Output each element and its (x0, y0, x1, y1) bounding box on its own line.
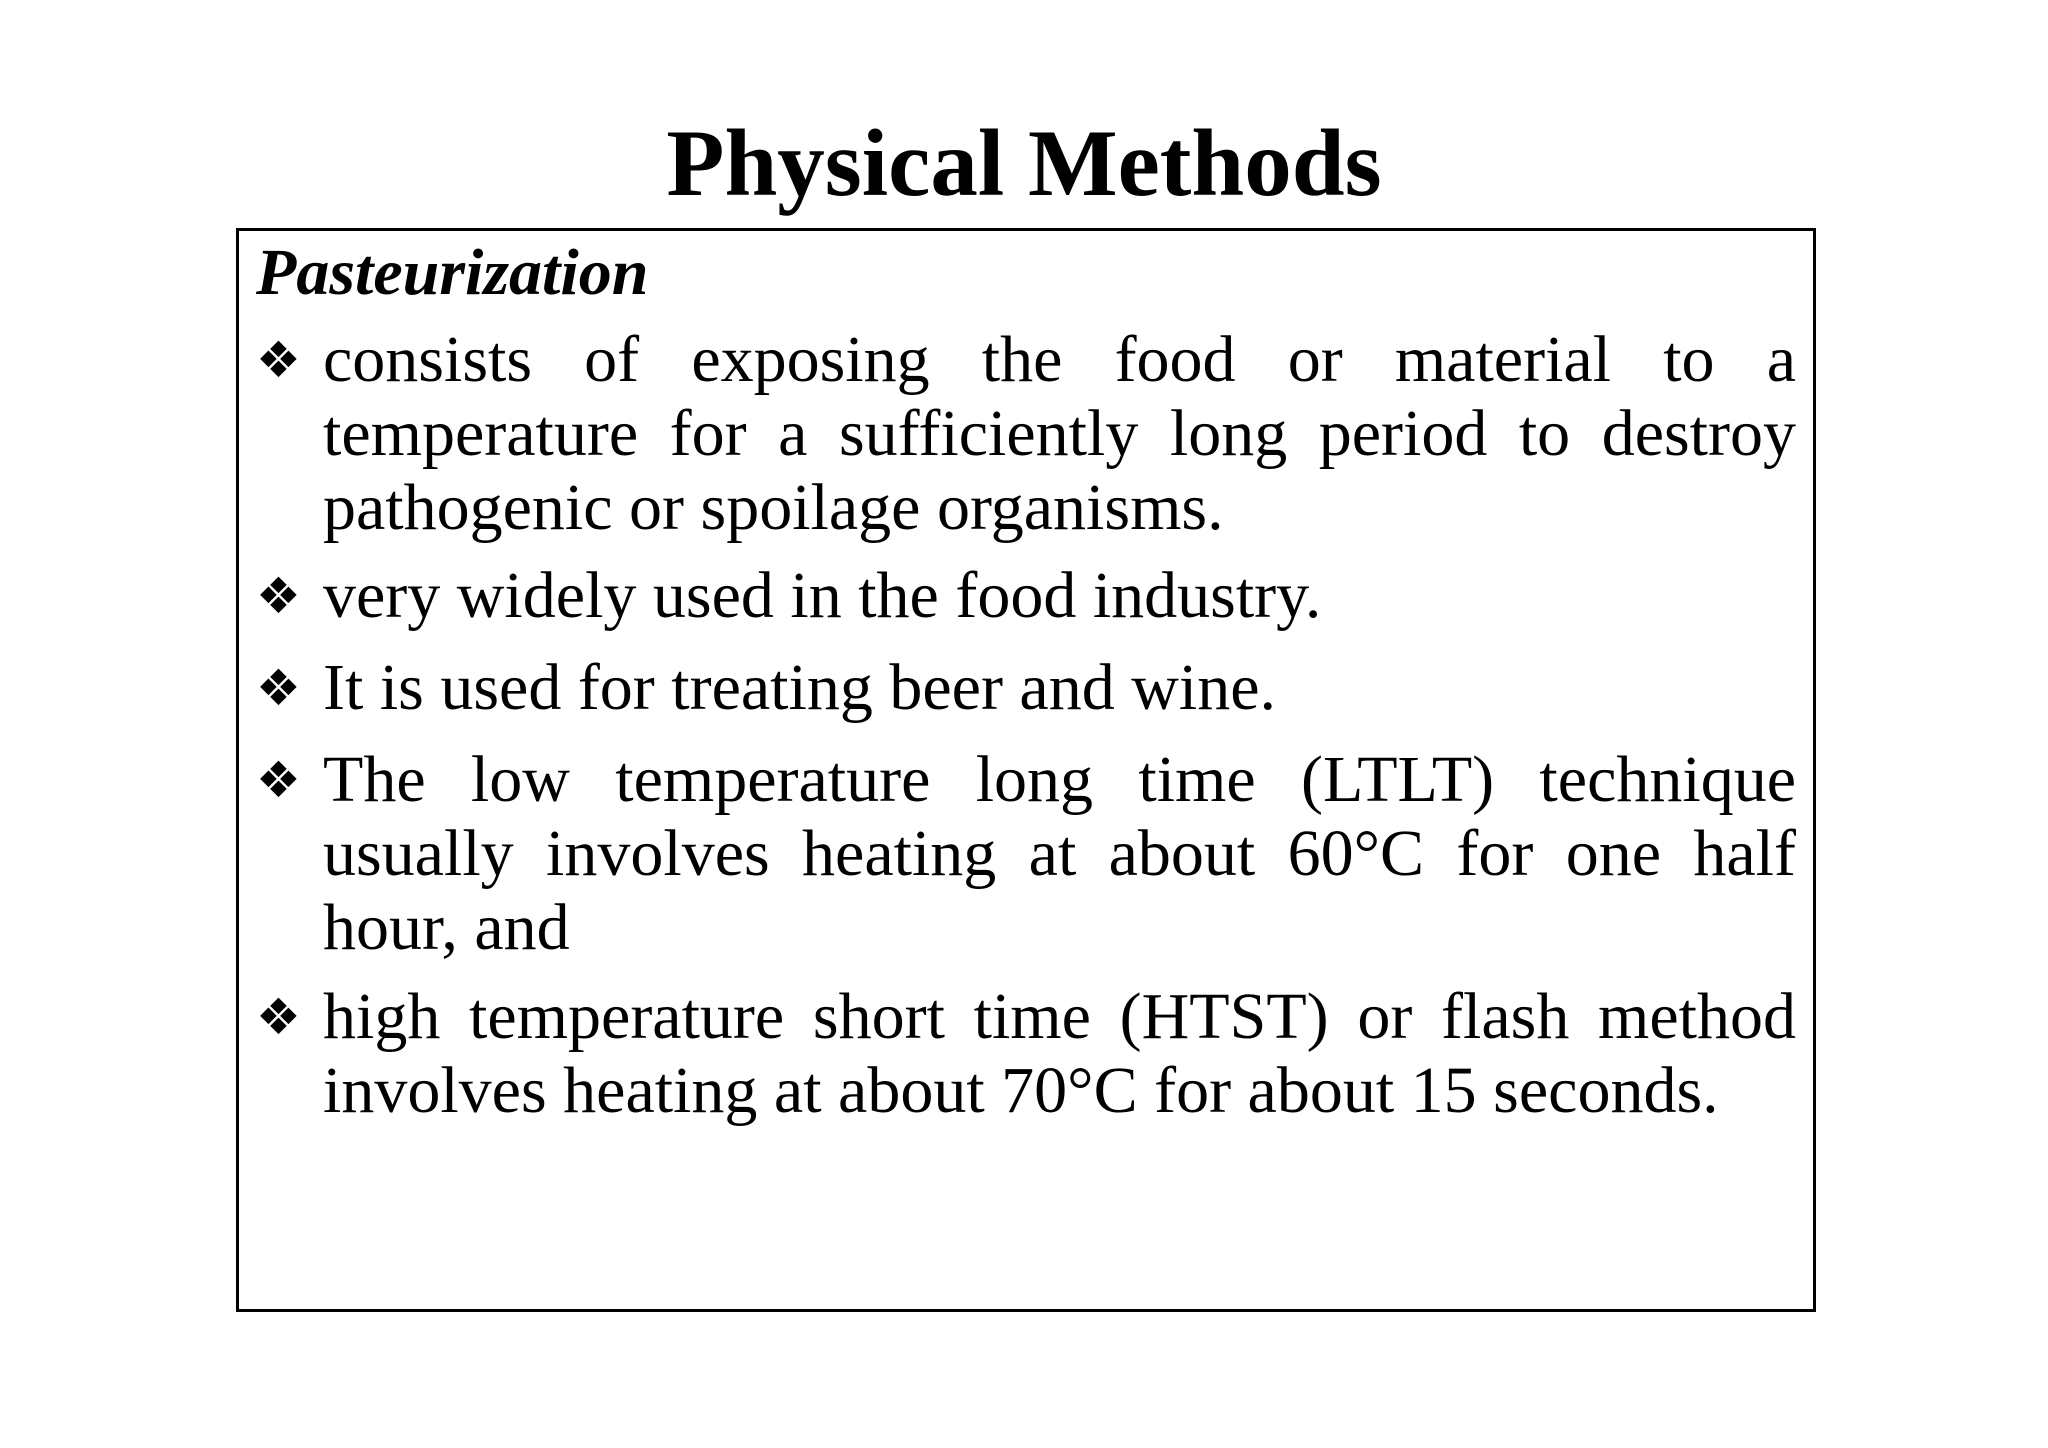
bullet-text: high temperature short time (HTST) or flash method involves heating at about 70°C for about 15 seconds. (323, 980, 1796, 1127)
section-heading: Pasteurization (256, 236, 649, 309)
content-box (236, 228, 1816, 1312)
four-diamond-bullet-icon: ❖ (256, 751, 301, 809)
bullet-text: It is used for treating beer and wine. (323, 651, 1277, 724)
bullet-text: very widely used in the food industry. (323, 559, 1322, 632)
four-diamond-bullet-icon: ❖ (256, 988, 301, 1046)
slide-title: Physical Methods (666, 110, 1382, 216)
bullet-item (256, 559, 1796, 633)
bullet-text: The low temperature long time (LTLT) technique usually involves heating at about 60°C for one half hour, and (323, 743, 1796, 964)
bullet-text: consists of exposing the food or material to a temperature for a sufficiently long period to destroy pathogenic or spoilage organisms. (323, 323, 1796, 544)
bullet-item (256, 323, 1796, 545)
four-diamond-bullet-icon: ❖ (256, 659, 301, 717)
bullet-item (256, 651, 1796, 725)
bullet-item (256, 743, 1796, 965)
four-diamond-bullet-icon: ❖ (256, 331, 301, 389)
bullet-item (256, 980, 1796, 1128)
four-diamond-bullet-icon: ❖ (256, 567, 301, 625)
